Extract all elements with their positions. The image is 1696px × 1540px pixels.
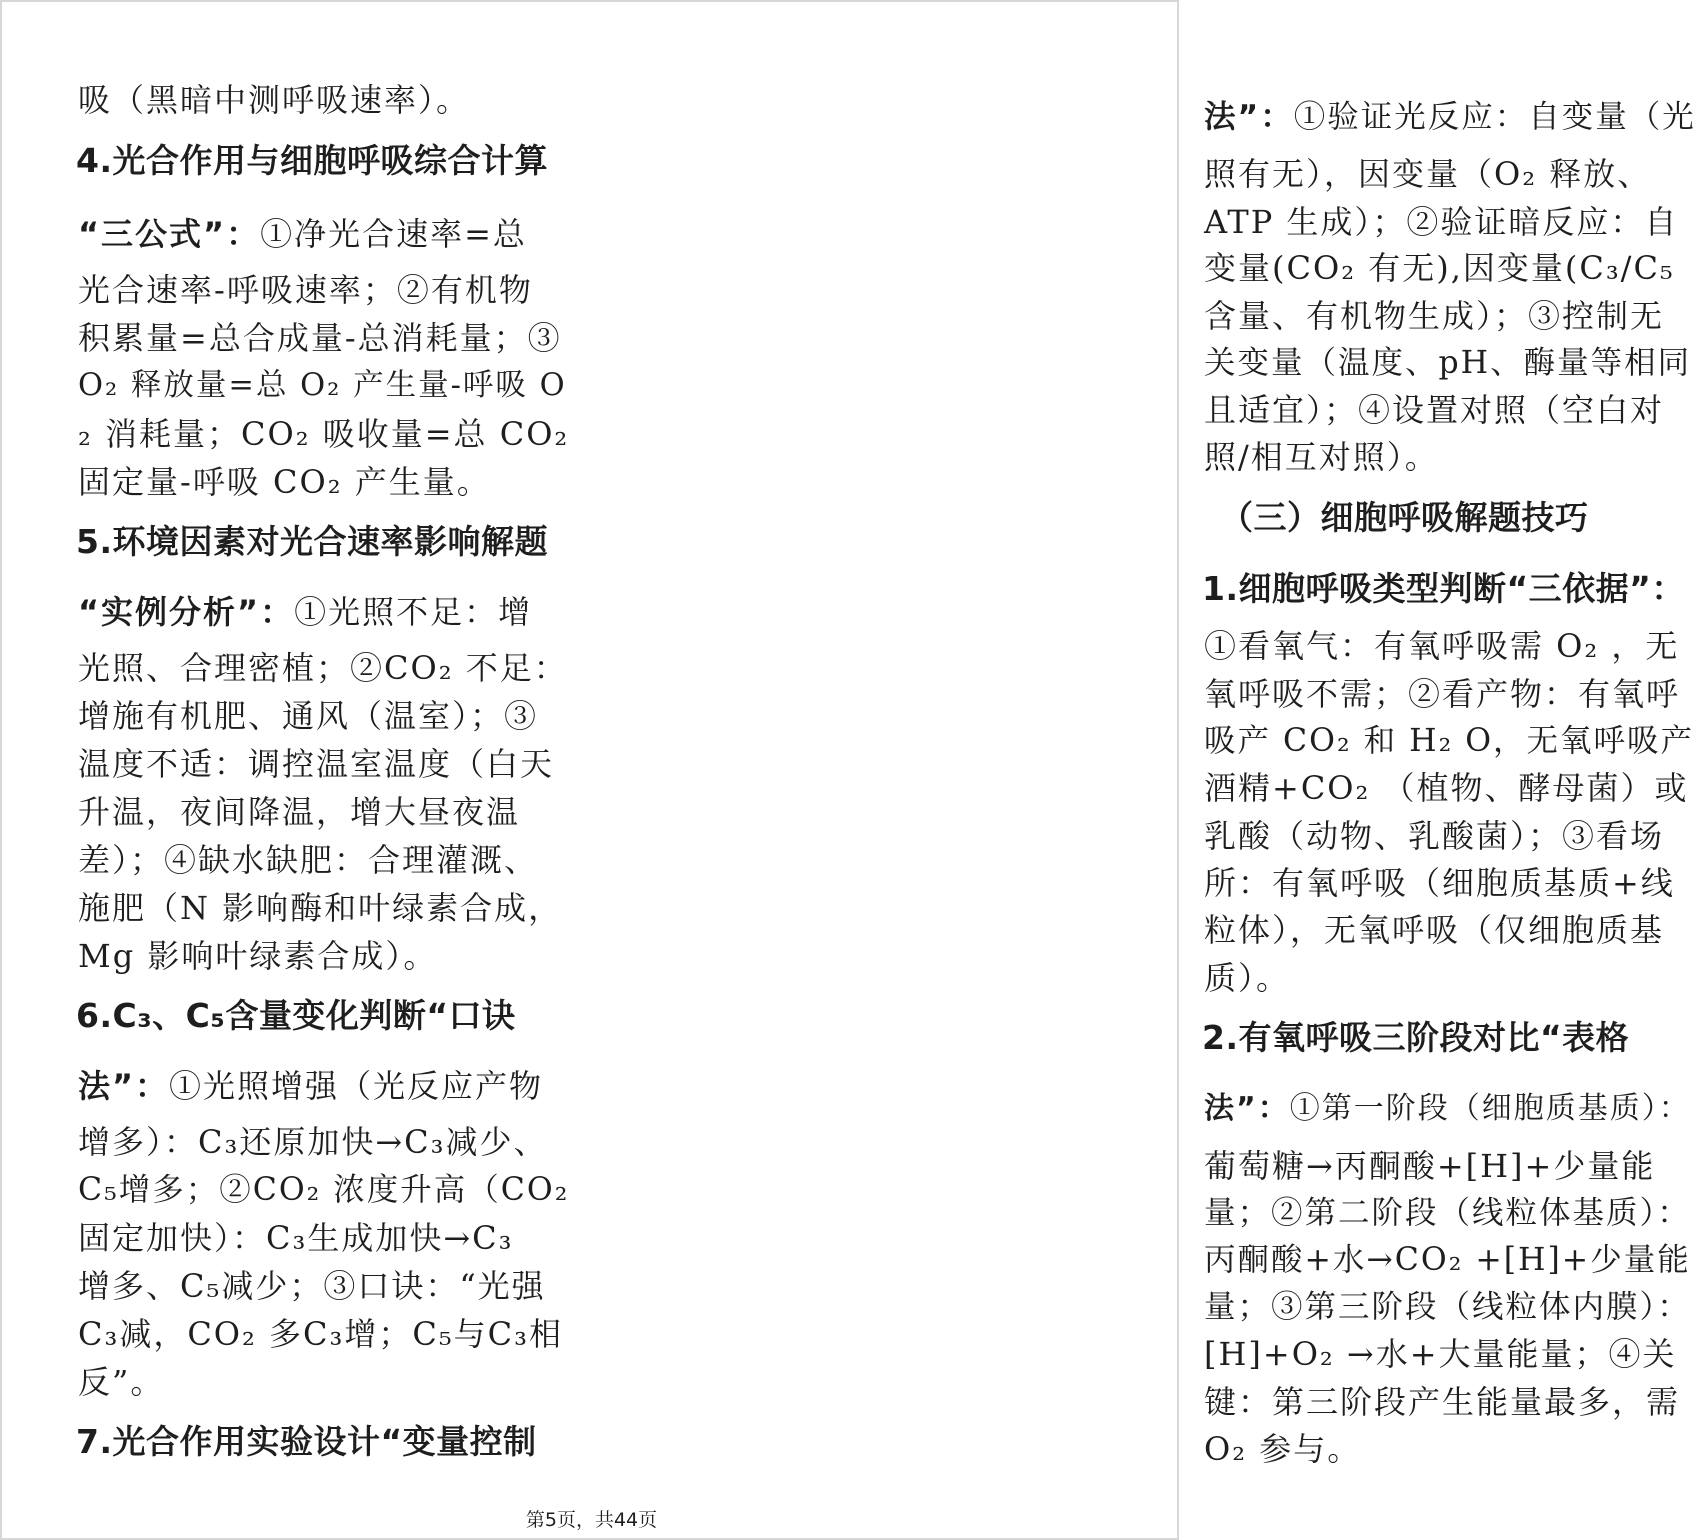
text-line: 法”：①光照增强（光反应产物 <box>78 1067 544 1105</box>
text-line: 质）。 <box>1204 959 1291 997</box>
text-line: O₂ 参与。 <box>1204 1430 1362 1468</box>
text-line: 粒体），无氧呼吸（仅细胞质基 <box>1204 911 1665 949</box>
text-line: 乳酸（动物、乳酸菌）；③看场 <box>1204 817 1665 855</box>
text-line: 吸产 CO₂ 和 H₂ O，无氧呼吸产 <box>1204 723 1695 759</box>
text-line: 升温，夜间降温，增大昼夜温 <box>78 793 521 831</box>
text-line: 增施有机肥、通风（温室）；③ <box>78 697 539 735</box>
bold-term: “三公式”： <box>78 215 261 253</box>
bold-term: 法”： <box>1204 1091 1290 1126</box>
text-line: ATP 生成）；②验证暗反应：自 <box>1204 203 1679 241</box>
text-line: 照有无），因变量（O₂ 释放、 <box>1204 155 1652 193</box>
heading-5: 5.环境因素对光合速率影响解题 <box>76 522 548 561</box>
text-line: 酒精+CO₂ （植物、酵母菌）或 <box>1204 769 1689 807</box>
text-line: 量；②第二阶段（线粒体基质）： <box>1204 1195 1691 1231</box>
text-line: 量；③第三阶段（线粒体内膜）： <box>1204 1289 1691 1325</box>
text-line: 变量(CO₂ 有无),因变量(C₃/C₅ <box>1204 249 1675 287</box>
bold-term: 法”： <box>78 1067 170 1105</box>
text-line: C₅增多；②CO₂ 浓度升高（CO₂ <box>78 1172 570 1208</box>
heading-2: 2.有氧呼吸三阶段对比“表格 <box>1202 1018 1630 1057</box>
text-line: 增多、C₅减少；③口诀：“光强 <box>78 1267 546 1305</box>
text-line: 光照、合理密植；②CO₂ 不足： <box>78 649 568 687</box>
text-line: 且适宜）；④设置对照（空白对 <box>1204 391 1665 429</box>
text-line: 光合速率-呼吸速率；②有机物 <box>78 271 533 309</box>
text-line: 反”。 <box>78 1363 165 1401</box>
text-line: 葡萄糖→丙酮酸+[H]+少量能 <box>1204 1147 1656 1185</box>
bold-term: 法”： <box>1204 99 1294 135</box>
text-line: 施肥（N 影响酶和叶绿素合成， <box>78 889 563 927</box>
text-line: 丙酮酸+水→CO₂ +[H]+少量能 <box>1204 1242 1691 1278</box>
text-line: 吸（黑暗中测呼吸速率）。 <box>78 81 471 119</box>
text-line: 积累量=总合成量-总消耗量；③ <box>78 319 562 357</box>
heading-7: 7.光合作用实验设计“变量控制 <box>76 1422 537 1461</box>
text-line: 法”：①第一阶段（细胞质基质）： <box>1204 1091 1691 1126</box>
section-3-heading: （三）细胞呼吸解题技巧 <box>1220 498 1589 537</box>
text-line: 增多）：C₃还原加快→C₃减少、 <box>78 1123 548 1161</box>
bold-term: “实例分析”： <box>78 593 295 631</box>
heading-4: 4.光合作用与细胞呼吸综合计算 <box>76 141 548 180</box>
text-line: 含量、有机物生成）；③控制无 <box>1204 297 1665 335</box>
text-line: 氧呼吸不需；②看产物：有氧呼 <box>1204 675 1681 713</box>
text-line: 键：第三阶段产生能量最多，需 <box>1204 1383 1681 1421</box>
text-line: 关变量（温度、pH、酶量等相同 <box>1204 345 1692 381</box>
text-line: C₃减，CO₂ 多C₃增；C₅与C₃相 <box>78 1315 563 1353</box>
heading-6: 6.C₃、C₅含量变化判断“口诀 <box>76 996 516 1035</box>
text-line: 所：有氧呼吸（细胞质基质+线 <box>1204 864 1675 902</box>
text-line: “实例分析”：①光照不足：增 <box>78 593 533 631</box>
text-line: [H]+O₂ →水+大量能量；④关 <box>1204 1335 1677 1373</box>
text-line: 差）；④缺水缺肥：合理灌溉、 <box>78 841 539 879</box>
text-line: ①看氧气：有氧呼吸需 O₂ ，无 <box>1204 627 1680 665</box>
text-line: 固定加快）：C₃生成加快→C₃ <box>78 1219 514 1257</box>
heading-1: 1.细胞呼吸类型判断“三依据”： <box>1202 569 1685 608</box>
text-line: 固定量-呼吸 CO₂ 产生量。 <box>78 463 491 501</box>
text-line: “三公式”：①净光合速率=总 <box>78 215 527 253</box>
page-number: 第5页，共44页 <box>525 1509 658 1531</box>
text-line: 温度不适：调控温室温度（白天 <box>78 745 555 783</box>
text-line: Mg 影响叶绿素合成）。 <box>78 937 438 975</box>
text-line: 照/相互对照）。 <box>1204 438 1439 476</box>
text-line: O₂ 释放量=总 O₂ 产生量-呼吸 O <box>78 368 567 403</box>
text-line: ₂ 消耗量；CO₂ 吸收量=总 CO₂ <box>78 415 570 453</box>
text-line: 法”：①验证光反应：自变量（光 <box>1204 99 1696 135</box>
